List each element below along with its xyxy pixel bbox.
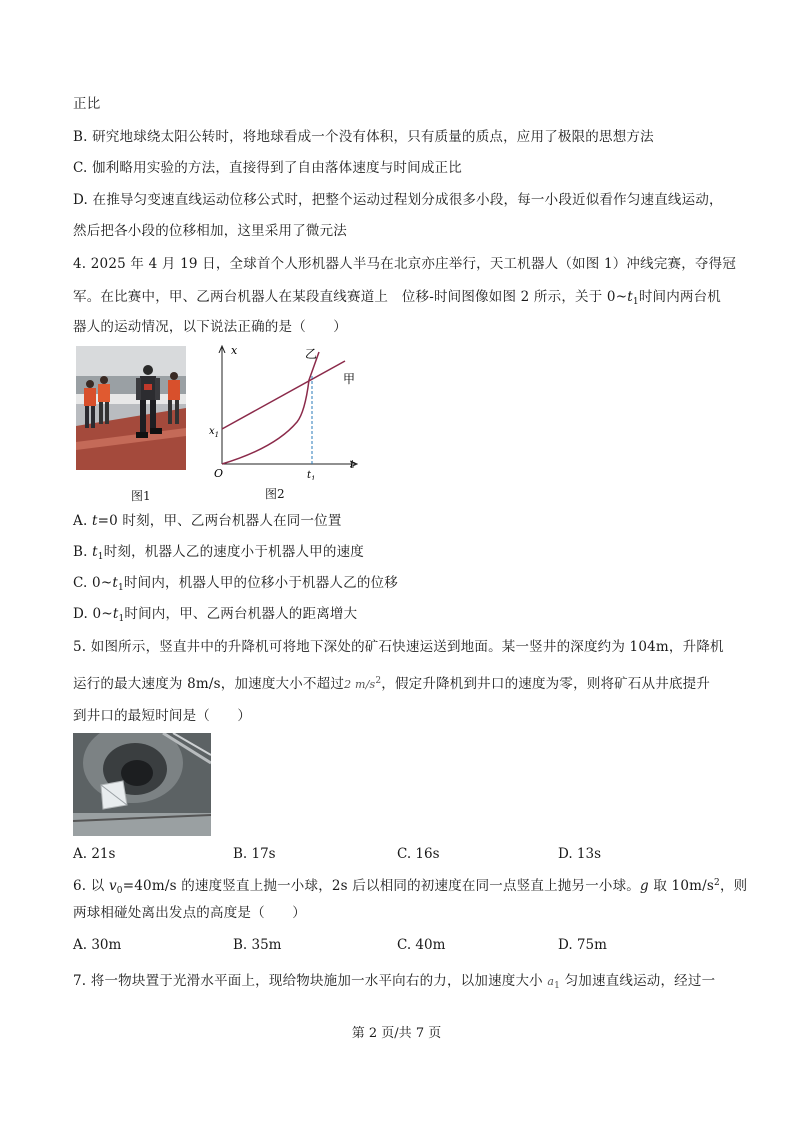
- page-footer: 第 2 页/共 7 页: [351, 1026, 442, 1041]
- series-yi-curve: [222, 352, 319, 464]
- question-4-line-3: 器人的运动情况，以下说法正确的是（ ）: [73, 319, 347, 335]
- question-5-line-1: 5. 如图所示，竖直井中的升降机可将地下深处的矿石快速运送到地面。某一竖井的深度约为 104m，升降机: [73, 639, 724, 655]
- robot-race-photo: [76, 346, 186, 470]
- t1-label: $t_1$: [307, 470, 316, 480]
- series-jia-line: [222, 361, 345, 429]
- text-line-1: 正比: [73, 96, 101, 112]
- question-6-line-2: 两球相碰处离出发点的高度是（ ）: [73, 905, 306, 921]
- q5-option-c: C. 16s: [397, 846, 440, 862]
- question-4-line-2: 军。在比赛中，甲、乙两台机器人在某段直线赛道上 位移-时间图像如图 2 所示，关于 $0\sim t_1$时间内两台机: [73, 289, 722, 307]
- series-yi-label: 乙: [305, 347, 318, 361]
- q4-option-b: B. $t_1$时刻，机器人乙的速度小于机器人甲的速度: [73, 544, 364, 562]
- figure-1-caption: 图1: [131, 489, 151, 503]
- series-jia-label: 甲: [343, 372, 356, 386]
- mine-shaft-photo: [73, 733, 211, 836]
- q4-option-c: C. $0\sim t_1$时间内，机器人甲的位移小于机器人乙的位移: [73, 575, 398, 593]
- q5-option-a: A. 21s: [73, 846, 116, 862]
- option-d-prev-question: D. 在推导匀变速直线运动位移公式时，把整个运动过程划分成很多小段，每一小段近似看作匀速直线运动，: [73, 192, 723, 208]
- position-time-graph: [205, 338, 365, 480]
- option-c-prev-question: C. 伽利略用实验的方法，直接得到了自由落体速度与时间成正比: [73, 160, 462, 176]
- question-5-line-2: 运行的最大速度为 8m/s，加速度大小不超过2 $m/s^2$，假定升降机到井口的速度为零，则将矿石从井底提升: [73, 676, 711, 692]
- q6-option-a: A. 30m: [73, 937, 122, 953]
- q6-option-b: B. 35m: [233, 937, 282, 953]
- option-d-prev-question-cont: 然后把各小段的位移相加，这里采用了微元法: [73, 223, 347, 239]
- figure-2-caption: 图2: [265, 487, 285, 501]
- q6-option-c: C. 40m: [397, 937, 446, 953]
- question-7-line-1: 7. 将一物块置于光滑水平面上，现给物块施加一水平向右的力，以加速度大小 $a_1$ 匀加速直线运动，经过一: [73, 973, 716, 991]
- q5-option-b: B. 17s: [233, 846, 276, 862]
- origin-label: O: [214, 467, 224, 480]
- question-6-line-1: 6. 以 $v_0=40m/s$ 的速度竖直上抛一小球，2s 后以相同的初速度在同一点竖直上抛另一小球。g 取 $10m/s^2$，则: [73, 878, 748, 896]
- question-4-line-1: 4. 2025 年 4 月 19 日，全球首个人形机器人半马在北京亦庄举行，天工机器人（如图 1）冲线完赛，夺得冠: [73, 256, 737, 272]
- q4-option-d: D. $0\sim t_1$时间内，甲、乙两台机器人的距离增大: [73, 606, 358, 624]
- x1-label: $x_1$: [209, 426, 220, 439]
- q4-option-a: A. t=0 时刻，甲、乙两台机器人在同一位置: [73, 513, 342, 529]
- y-axis-label: x: [231, 344, 238, 357]
- q5-option-d: D. 13s: [558, 846, 602, 862]
- x-axis-label: t: [350, 458, 355, 471]
- question-5-line-3: 到井口的最短时间是（ ）: [73, 708, 252, 724]
- option-b-prev-question: B. 研究地球绕太阳公转时，将地球看成一个没有体积，只有质量的质点，应用了极限的思想方法: [73, 129, 654, 145]
- q6-option-d: D. 75m: [558, 937, 607, 953]
